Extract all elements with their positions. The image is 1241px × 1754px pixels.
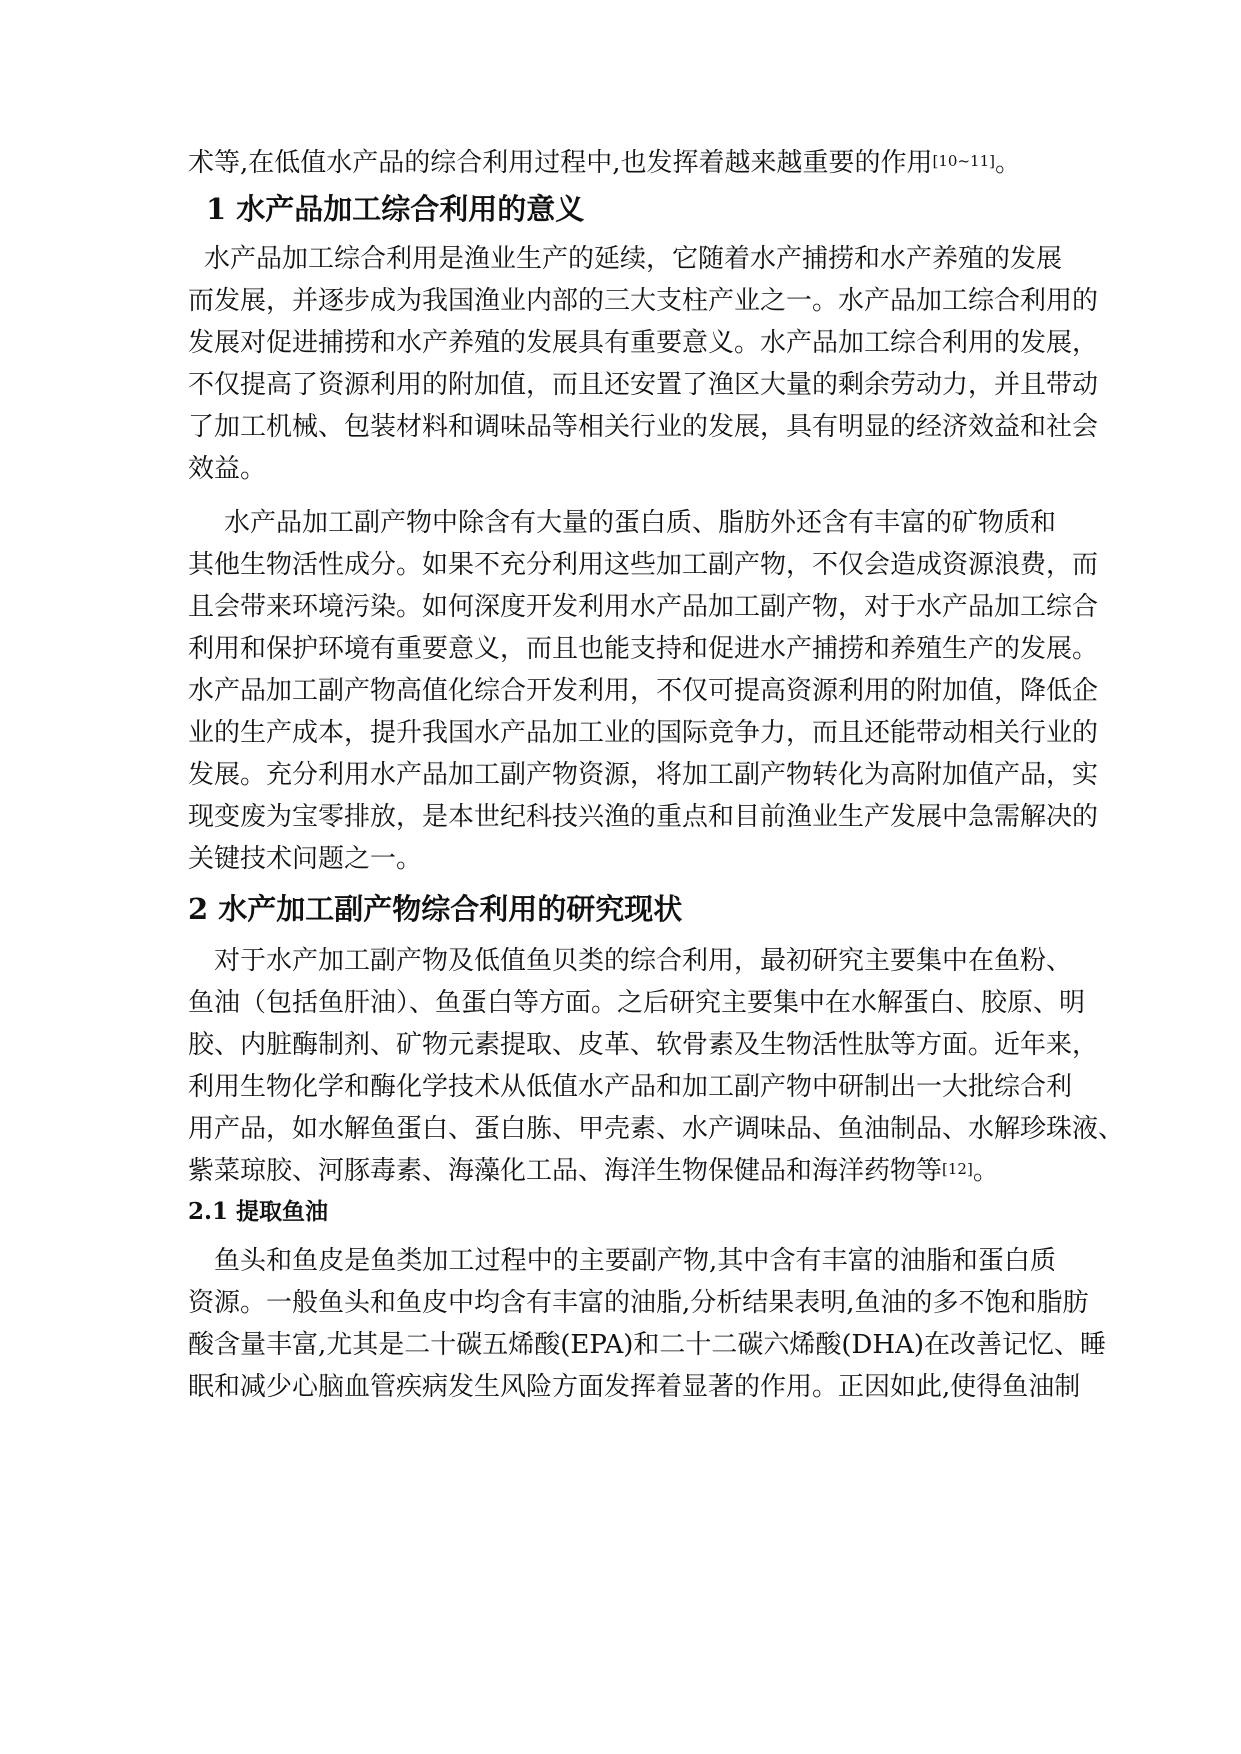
- paragraph-text: 紫菜琼胶、河豚毒素、海藻化工品、海洋生物保健品和海洋药物等: [188, 1156, 943, 1186]
- paragraph-line: 水产品加工副产物高值化综合开发利用，不仅可提高资源利用的附加值，降低企: [188, 676, 1099, 706]
- section-heading: 2 水产加工副产物综合利用的研究现状: [188, 892, 683, 926]
- subsection-heading: 2.1 提取鱼油: [188, 1198, 329, 1225]
- paragraph-line: [188, 1154, 999, 1188]
- paragraph-line: 业的生产成本，提升我国水产品加工业的国际竞争力，而且还能带动相关行业的: [188, 718, 1099, 748]
- paragraph-line: 发展。充分利用水产品加工副产物资源，将加工副产物转化为高附加值产品，实: [188, 760, 1099, 790]
- paragraph-line: 酸含量丰富,尤其是二十碳五烯酸(EPA)和二十二碳六烯酸(DHA)在改善记忆、睡: [188, 1330, 1106, 1360]
- paragraph-line: 关键技术问题之一。: [188, 844, 423, 874]
- paragraph-line: 对于水产加工副产物及低值鱼贝类的综合利用，最初研究主要集中在鱼粉、: [214, 946, 1073, 976]
- paragraph-line: 水产品加工副产物中除含有大量的蛋白质、脂肪外还含有丰富的矿物质和: [224, 508, 1057, 538]
- citation-ref: [10~11]: [932, 152, 995, 170]
- paragraph-line: 效益。: [188, 454, 267, 484]
- paragraph-line: 利用和保护环境有重要意义，而且也能支持和促进水产捕捞和养殖生产的发展。: [188, 634, 1099, 664]
- intro-text: 术等,在低值水产品的综合利用过程中,也发挥着越来越重要的作用: [188, 148, 933, 178]
- intro-end: 。: [994, 148, 1021, 178]
- paragraph-line: 眠和减少心脑血管疾病发生风险方面发挥着显著的作用。正因如此,使得鱼油制: [188, 1372, 1081, 1402]
- paragraph-line: 发展对促进捕捞和水产养殖的发展具有重要意义。水产品加工综合利用的发展，: [188, 328, 1099, 358]
- citation-ref: [12]: [942, 1160, 973, 1178]
- paragraph-line: 鱼油（包括鱼肝油）、鱼蛋白等方面。之后研究主要集中在水解蛋白、胶原、明: [188, 988, 1086, 1018]
- paragraph-line: 胶、内脏酶制剂、矿物元素提取、皮革、软骨素及生物活性肽等方面。近年来，: [188, 1030, 1099, 1060]
- paragraph-line: 了加工机械、包装材料和调味品等相关行业的发展，具有明显的经济效益和社会: [188, 412, 1099, 442]
- section-heading: 1 水产品加工综合利用的意义: [206, 192, 585, 226]
- paragraph-line: 鱼头和鱼皮是鱼类加工过程中的主要副产物,其中含有丰富的油脂和蛋白质: [214, 1246, 1056, 1276]
- paragraph-line: 现变废为宝零排放，是本世纪科技兴渔的重点和目前渔业生产发展中急需解决的: [188, 802, 1099, 832]
- paragraph-line: [188, 146, 1021, 180]
- paragraph-line: 用产品，如水解鱼蛋白、蛋白胨、甲壳素、水产调味品、鱼油制品、水解珍珠液、: [188, 1114, 1125, 1144]
- paragraph-line: 其他生物活性成分。如果不充分利用这些加工副产物，不仅会造成资源浪费，而: [188, 550, 1099, 580]
- paragraph-line: 水产品加工综合利用是渔业生产的延续，它随着水产捕捞和水产养殖的发展: [204, 244, 1063, 274]
- paragraph-end: 。: [972, 1156, 999, 1186]
- paragraph-line: 且会带来环境污染。如何深度开发利用水产品加工副产物，对于水产品加工综合: [188, 592, 1099, 622]
- paragraph-line: 而发展，并逐步成为我国渔业内部的三大支柱产业之一。水产品加工综合利用的: [188, 286, 1099, 316]
- paragraph-line: 资源。一般鱼头和鱼皮中均含有丰富的油脂,分析结果表明,鱼油的多不饱和脂肪: [188, 1288, 1089, 1318]
- paragraph-line: 不仅提高了资源利用的附加值，而且还安置了渔区大量的剩余劳动力，并且带动: [188, 370, 1099, 400]
- paragraph-line: 利用生物化学和酶化学技术从低值水产品和加工副产物中研制出一大批综合利: [188, 1072, 1073, 1102]
